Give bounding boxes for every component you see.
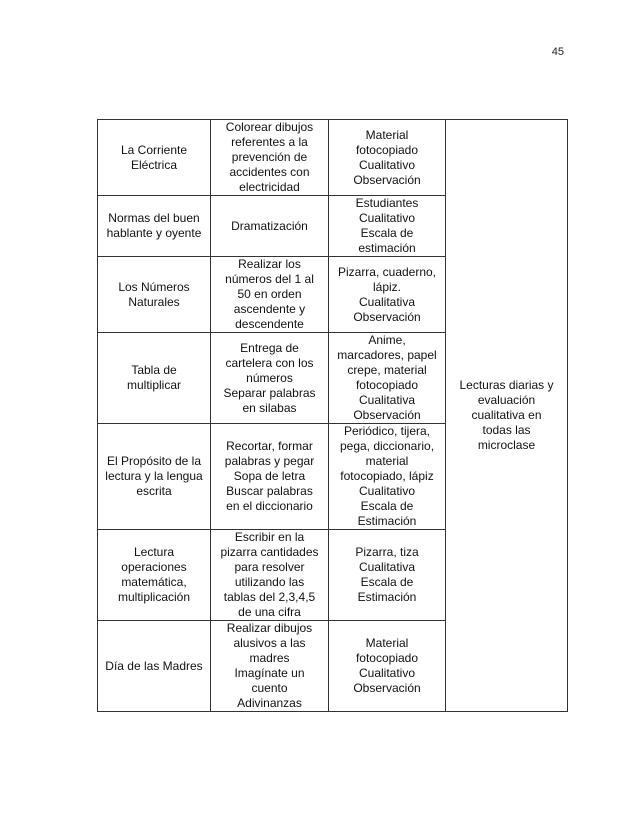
page-number: 45 (551, 46, 564, 58)
activity-cell: Escribir en la pizarra cantidades para resolver utilizando las tablas del 2,3,4,5 de una cifra (211, 530, 329, 621)
resources-cell: Pizarra, tiza Cualitativa Escala de Estimación (329, 530, 446, 621)
topic-cell: Los Números Naturales (98, 257, 211, 333)
activity-cell: Dramatización (211, 196, 329, 257)
resources-cell: Pizarra, cuaderno, lápiz. Cualitativa Observación (329, 257, 446, 333)
activity-cell: Recortar, formar palabras y pegar Sopa de letra Buscar palabras en el diccionario (211, 424, 329, 530)
activity-cell: Entrega de cartelera con los números Separar palabras en silabas (211, 333, 329, 424)
topic-cell: Normas del buen hablante y oyente (98, 196, 211, 257)
planning-table (97, 119, 568, 712)
resources-cell: Material fotocopiado Cualitativo Observación (329, 621, 446, 712)
activity-cell: Colorear dibujos referentes a la prevención de accidentes con electricidad (211, 120, 329, 196)
resources-cell: Estudiantes Cualitativo Escala de estimación (329, 196, 446, 257)
topic-cell: Día de las Madres (98, 621, 211, 712)
topic-cell: La Corriente Eléctrica (98, 120, 211, 196)
evaluation-cell: Lecturas diarias y evaluación cualitativa en todas las microclase (446, 120, 568, 712)
topic-cell: Lectura operaciones matemática, multiplicación (98, 530, 211, 621)
resources-cell: Material fotocopiado Cualitativo Observación (329, 120, 446, 196)
topic-cell: El Propósito de la lectura y la lengua escrita (98, 424, 211, 530)
resources-cell: Anime, marcadores, papel crepe, material fotocopiado Cualitativa Observación (329, 333, 446, 424)
topic-cell: Tabla de multiplicar (98, 333, 211, 424)
resources-cell: Periódico, tijera, pega, diccionario, material fotocopiado, lápiz Cualitativo Escala de Estimación (329, 424, 446, 530)
activity-cell: Realizar dibujos alusivos a las madres Imagínate un cuento Adivinanzas (211, 621, 329, 712)
activity-cell: Realizar los números del 1 al 50 en orden ascendente y descendente (211, 257, 329, 333)
table-row (98, 120, 568, 196)
